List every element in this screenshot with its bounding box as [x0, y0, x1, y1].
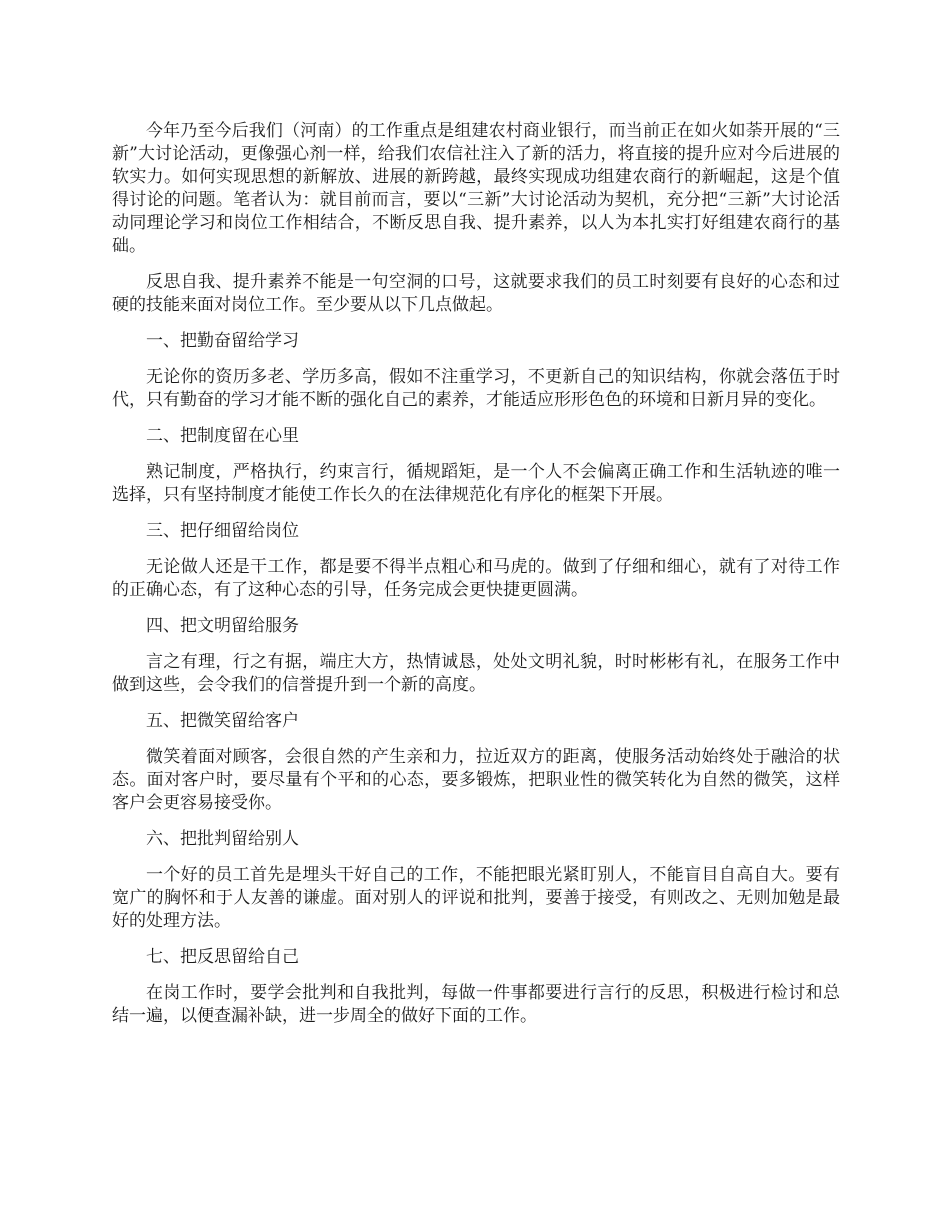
section-heading-4: 四、把文明留给服务	[146, 616, 299, 636]
section-heading-5: 五、把微笑留给客户	[146, 711, 299, 731]
section-heading-7: 七、把反思留给自己	[146, 947, 299, 967]
section-heading-1: 一、把勤奋留给学习	[146, 331, 299, 351]
section-heading-2: 二、把制度留在心里	[146, 426, 299, 446]
section-paragraph-5: 微笑着面对顾客，会很自然的产生亲和力，拉近双方的距离，使服务活动始终处于融洽的状态。面对客户时，要尽量有个平和的心态，要多锻炼，把职业性的微笑转化为自然的微笑，这样客户会更容易接受你。	[112, 747, 840, 813]
paragraph-reflection: 反思自我、提升素养不能是一句空洞的口号，这就要求我们的员工时刻要有良好的心态和过硬的技能来面对岗位工作。至少要从以下几点做起。	[112, 272, 840, 315]
paragraph-intro: 今年乃至今后我们（河南）的工作重点是组建农村商业银行，而当前正在如火如荼开展的“三新”大讨论活动，更像强心剂一样，给我们农信社注入了新的活力，将直接的提升应对今后进展的软实力。如何实现思想的新解放、进展的新跨越，最终实现成功组建农商行的新崛起，这是个值得讨论的问题。笔者认为：就目前而言，要以“三新”大讨论活动为契机，充分把“三新”大讨论活动同理论学习和岗位工作相结合，不断反思自我、提升素养，以人为本扎实打好组建农商行的基础。	[112, 121, 840, 256]
section-paragraph-3: 无论做人还是干工作，都是要不得半点粗心和马虎的。做到了仔细和细心，就有了对待工作的正确心态，有了这种心态的引导，任务完成会更快捷更圆满。	[112, 557, 840, 600]
section-paragraph-2: 熟记制度，严格执行，约束言行，循规蹈矩，是一个人不会偏离正确工作和生活轨迹的唯一选择，只有坚持制度才能使工作长久的在法律规范化有序化的框架下开展。	[112, 462, 840, 505]
section-paragraph-7: 在岗工作时，要学会批判和自我批判，每做一件事都要进行言行的反思，积极进行检讨和总结一遍，以便查漏补缺，进一步周全的做好下面的工作。	[112, 983, 840, 1026]
section-heading-3: 三、把仔细留给岗位	[146, 521, 299, 541]
section-paragraph-1: 无论你的资历多老、学历多高，假如不注重学习，不更新自己的知识结构，你就会落伍于时代，只有勤奋的学习才能不断的强化自己的素养，才能适应形形色色的环境和日新月异的变化。	[112, 367, 840, 410]
section-paragraph-4: 言之有理，行之有据，端庄大方，热情诚恳，处处文明礼貌，时时彬彬有礼，在服务工作中做到这些，会令我们的信誉提升到一个新的高度。	[112, 652, 840, 695]
section-paragraph-6: 一个好的员工首先是埋头干好自己的工作，不能把眼光紧盯别人，不能盲目自高自大。要有宽广的胸怀和于人友善的谦虚。面对别人的评说和批判，要善于接受，有则改之、无则加勉是最好的处理方法。	[112, 865, 840, 931]
section-heading-6: 六、把批判留给别人	[146, 829, 299, 849]
document-body	[112, 120, 840, 1041]
